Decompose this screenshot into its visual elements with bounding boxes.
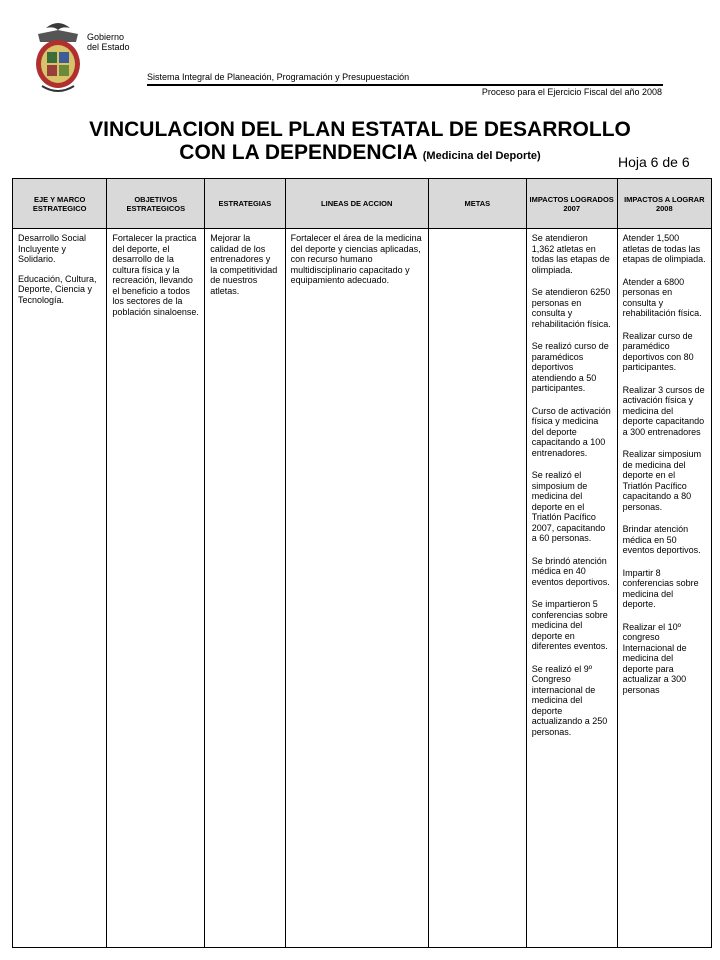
cell-impactos-lograr: Atender 1,500 atletas de todas las etapas de olimpiada. Atender a 6800 personas en consulta y rehabilitación física. Realizar curso de paramédico deportivos con 80 participantes. Realizar 3 cursos de activación física y medicina del deporte capacitando a 300 entrenadores Realizar simposium de medicina del deporte en el Triatlón Pacífico capacitando a 80 personas. Brindar atención médica en 50 eventos deportivos. Impartir 8 conferencias sobre medicina del deporte. Realizar el 10º congreso Internacional de medicina del deporte para actualizar a 300 personas	[617, 229, 711, 948]
gobierno-label: Gobierno del Estado	[87, 32, 130, 52]
page-subtitle: (Medicina del Deporte)	[422, 150, 541, 162]
cell-metas	[428, 229, 526, 948]
header-divider	[147, 84, 663, 86]
col-objetivos: OBJETIVOS ESTRATEGICOS	[107, 179, 205, 229]
cell-impactos-logrados: Se atendieron 1,362 atletas en todas las etapas de olimpiada. Se atendieron 6250 personas en consulta y rehabilitación física. Se realizó curso de paramédicos deportivos atendiendo a 50 participantes. Curso de activación física y medicina del deporte capacitando a 100 entrenadores. Se realizó el simposium de medicina del deporte en el Triatlón Pacífico 2007, capacitando a 60 personas. Se brindó atención médica en 40 eventos deportivos. Se impartieron 5 conferencias sobre medicina del deporte en diferentes eventos. Se realizó el 9º Congreso internacional de medicina del deporte actualizando a 250 personas.	[526, 229, 617, 948]
col-lineas: LINEAS DE ACCION	[285, 179, 428, 229]
system-name: Sistema Integral de Planeación, Programación y Presupuestación	[147, 72, 410, 82]
page-title: VINCULACION DEL PLAN ESTATAL DE DESARROLLO CON LA DEPENDENCIA (Medicina del Deporte)	[89, 118, 631, 164]
page-counter: Hoja 6 de 6	[618, 154, 690, 170]
col-impactos-lograr: IMPACTOS A LOGRAR 2008	[617, 179, 711, 229]
col-metas: METAS	[428, 179, 526, 229]
col-estrategias: ESTRATEGIAS	[205, 179, 285, 229]
state-seal-logo	[32, 18, 84, 96]
cell-estrategias: Mejorar la calidad de los entrenadores y la competitividad de nuestros atletas.	[205, 229, 285, 948]
col-impactos-logrados: IMPACTOS LOGRADOS 2007	[526, 179, 617, 229]
cell-objetivos: Fortalecer la practica del deporte, el desarrollo de la cultura física y la recreación, llevando el beneficio a todos los sectores de la población sinaloense.	[107, 229, 205, 948]
col-eje: EJE Y MARCO ESTRATEGICO	[13, 179, 107, 229]
plan-table	[12, 178, 712, 948]
fiscal-process-label: Proceso para el Ejercicio Fiscal del año 2008	[481, 87, 662, 97]
cell-lineas: Fortalecer el área de la medicina del deporte y ciencias aplicadas, con recurso humano multidisciplinario capacitado y equipamiento adecuado.	[285, 229, 428, 948]
table-row	[13, 229, 712, 948]
table-header-row	[13, 179, 712, 229]
cell-eje: Desarrollo Social Incluyente y Solidario. Educación, Cultura, Deporte, Ciencia y Tecnología.	[13, 229, 107, 948]
